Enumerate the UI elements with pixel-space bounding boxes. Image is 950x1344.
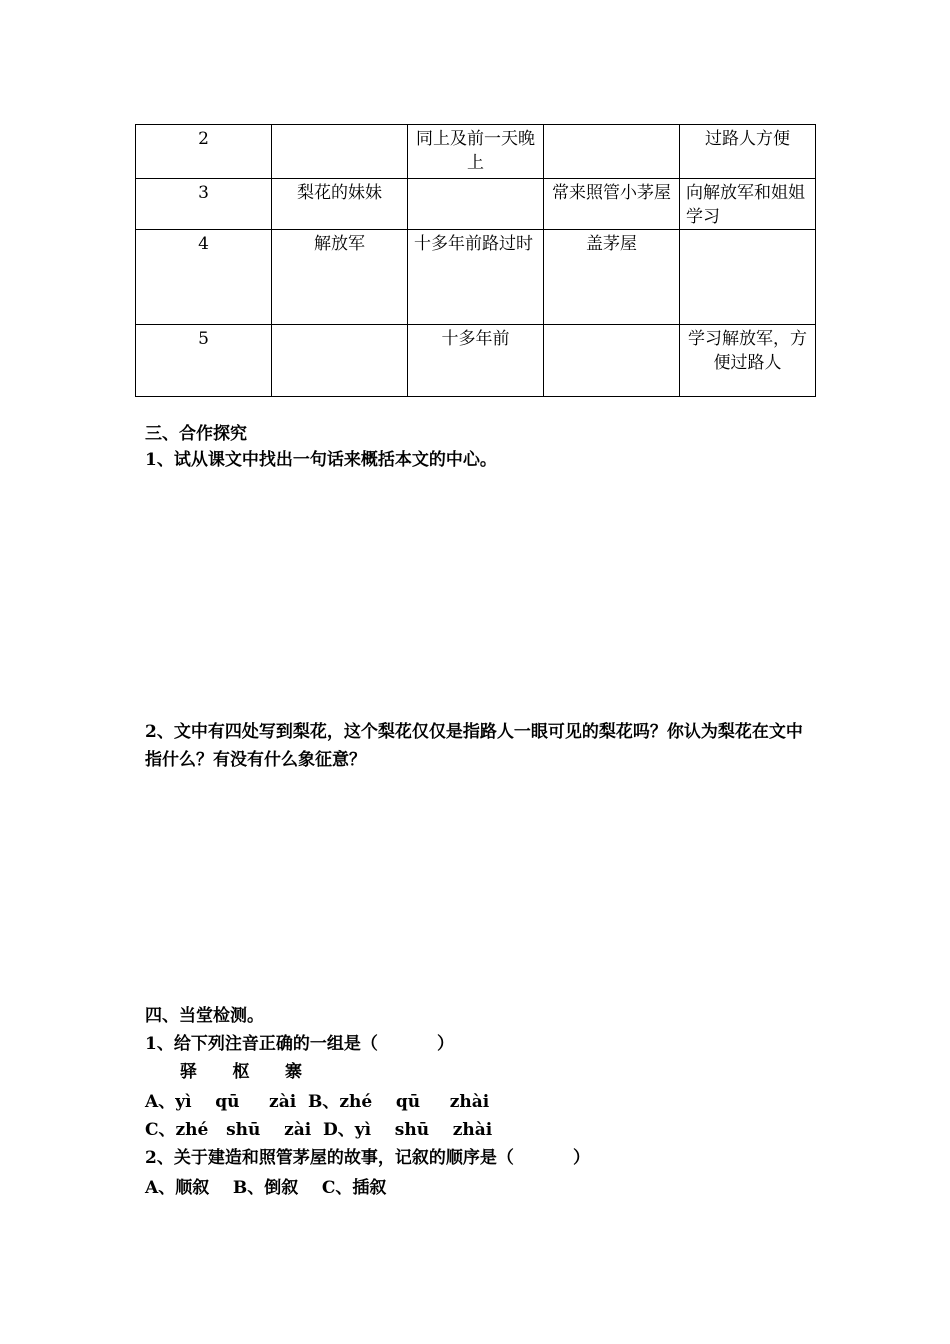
section-4-heading: 四、当堂检测。: [145, 1006, 264, 1026]
table-row: [136, 325, 816, 397]
table-cell: [680, 230, 816, 325]
table-cell: 4: [136, 230, 272, 325]
table-cell: 学习解放军，方便过路人: [680, 325, 816, 397]
table-cell: 解放军: [272, 230, 408, 325]
table-cell: 5: [136, 325, 272, 397]
question-3-2: 2、文中有四处写到梨花，这个梨花仅仅是指路人一眼可见的梨花吗？你认为梨花在文中指什么？有没有什么象征意？: [145, 722, 803, 770]
table-cell: 2: [136, 125, 272, 179]
question-4-2-options: A、顺叙 B、倒叙 C、插叙: [145, 1178, 387, 1198]
table-cell: 盖茅屋: [544, 230, 680, 325]
table-cell: 梨花的妹妹: [272, 179, 408, 230]
question-4-1-chars: 驿 枢 寨: [180, 1062, 303, 1082]
table-cell: 同上及前一天晚上: [408, 125, 544, 179]
question-3-1: 1、试从课文中找出一句话来概括本文的中心。: [145, 450, 497, 470]
table-cell: [272, 325, 408, 397]
table-row: [136, 125, 816, 179]
table-cell: [544, 325, 680, 397]
table-cell: 过路人方便: [680, 125, 816, 179]
table-row: [136, 230, 816, 325]
table-cell: 十多年前路过时: [408, 230, 544, 325]
table-cell: 十多年前: [408, 325, 544, 397]
table-cell: [408, 179, 544, 230]
table-cell: 向解放军和姐姐学习: [680, 179, 816, 230]
question-4-1: 1、给下列注音正确的一组是（ ）: [145, 1034, 455, 1054]
question-4-1-options-cd: C、zhé shū zài D、yì shū zhài: [145, 1120, 493, 1140]
section-3-heading: 三、合作探究: [145, 424, 247, 444]
table-cell: [272, 125, 408, 179]
table-row: [136, 179, 816, 230]
info-table: [135, 124, 816, 397]
question-4-1-options-ab: A、yì qū zài B、zhé qū zhài: [145, 1092, 490, 1112]
table-cell: 3: [136, 179, 272, 230]
table-cell: [544, 125, 680, 179]
question-4-2: 2、关于建造和照管茅屋的故事，记叙的顺序是（ ）: [145, 1148, 591, 1168]
table-cell: 常来照管小茅屋: [544, 179, 680, 230]
